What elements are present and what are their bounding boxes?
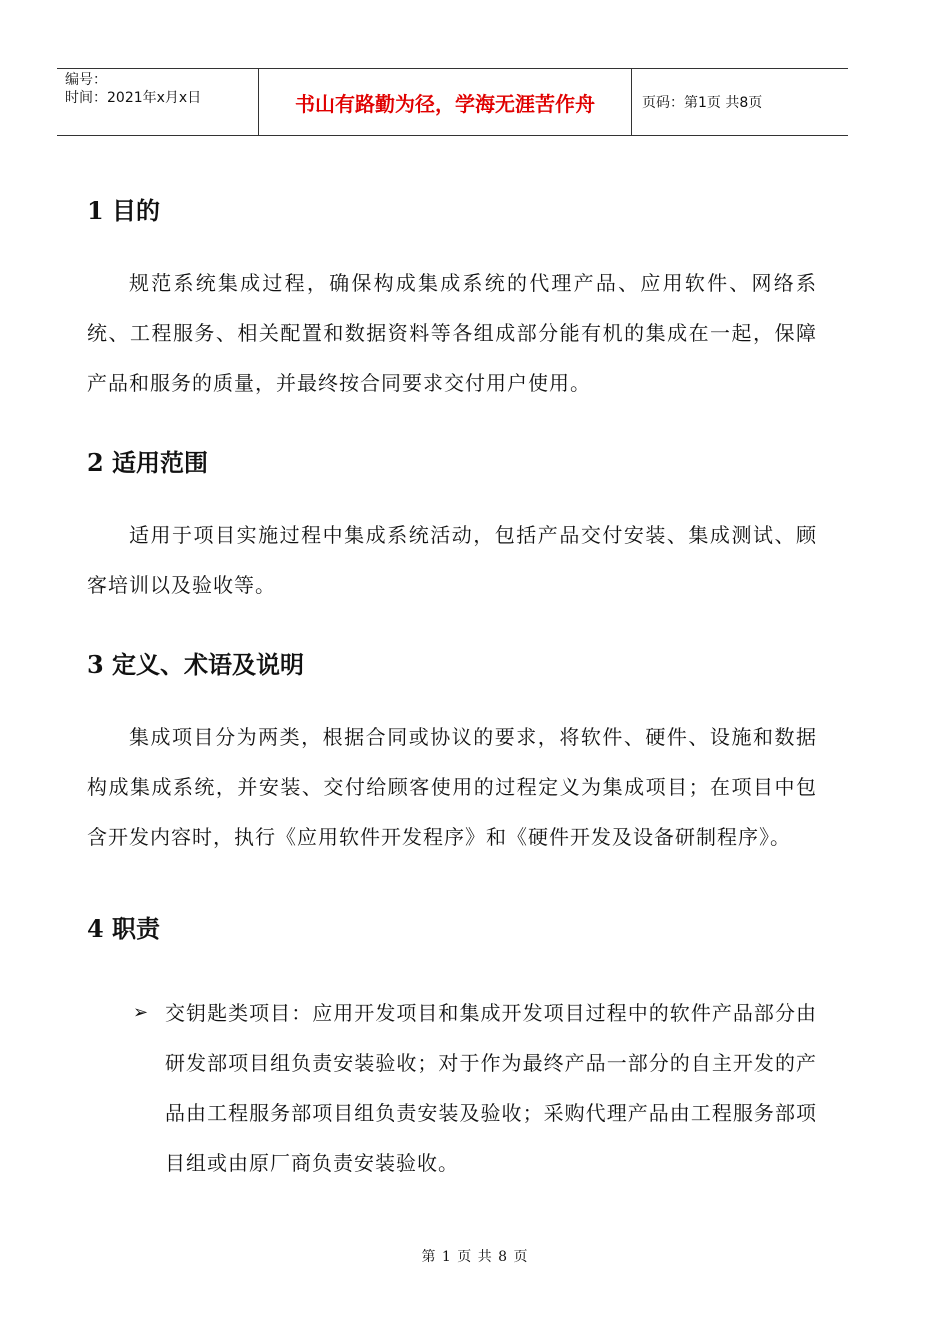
arrow-bullet-icon: ➢ [133,1002,150,1023]
document-number-label: 编号： [65,72,107,88]
section-paragraph-scope: 适用于项目实施过程中集成系统活动，包括产品交付安装、集成测试、顾客培训以及验收等。 [87,523,817,597]
section-title-scope: 2 适用范围 [87,448,209,477]
section-title-definitions: 3 定义、术语及说明 [87,650,305,679]
section-paragraph-purpose: 规范系统集成过程，确保构成集成系统的代理产品、应用软件、网络系统、工程服务、相关配置和数据资料等各组成部分能有机的集成在一起，保障产品和服务的质量，并最终按合同要求交付用户使用。 [87,271,817,395]
section-paragraph-definitions: 集成项目分为两类，根据合同或协议的要求，将软件、硬件、设施和数据构成集成系统，并安装、交付给顾客使用的过程定义为集成项目；在项目中包含开发内容时，执行《应用软件开发程序》和《硬件开发及设备研制程序》。 [87,725,817,849]
page-footer: 第 1 页 共 8 页 [421,1249,529,1265]
header-page-number: 页码：第1页 共8页 [642,95,763,111]
list-item [87,988,817,1188]
section-title-purpose: 1 目的 [87,196,161,225]
header-motto: 书山有路勤为径，学海无涯苦作舟 [259,69,632,135]
page-header [57,68,848,136]
document-date: 时间：2021年x月x日 [65,90,202,106]
section-title-responsibilities: 4 职责 [87,914,161,943]
bullet-text: 交钥匙类项目：应用开发项目和集成开发项目过程中的软件产品部分由研发部项目组负责安装验收；对于作为最终产品一部分的自主开发的产品由工程服务部项目组负责安装及验收；采购代理产品由工程服务部项目组或由原厂商负责安装验收。 [165,1001,817,1175]
header-meta [57,69,259,135]
document-body [87,184,817,1188]
